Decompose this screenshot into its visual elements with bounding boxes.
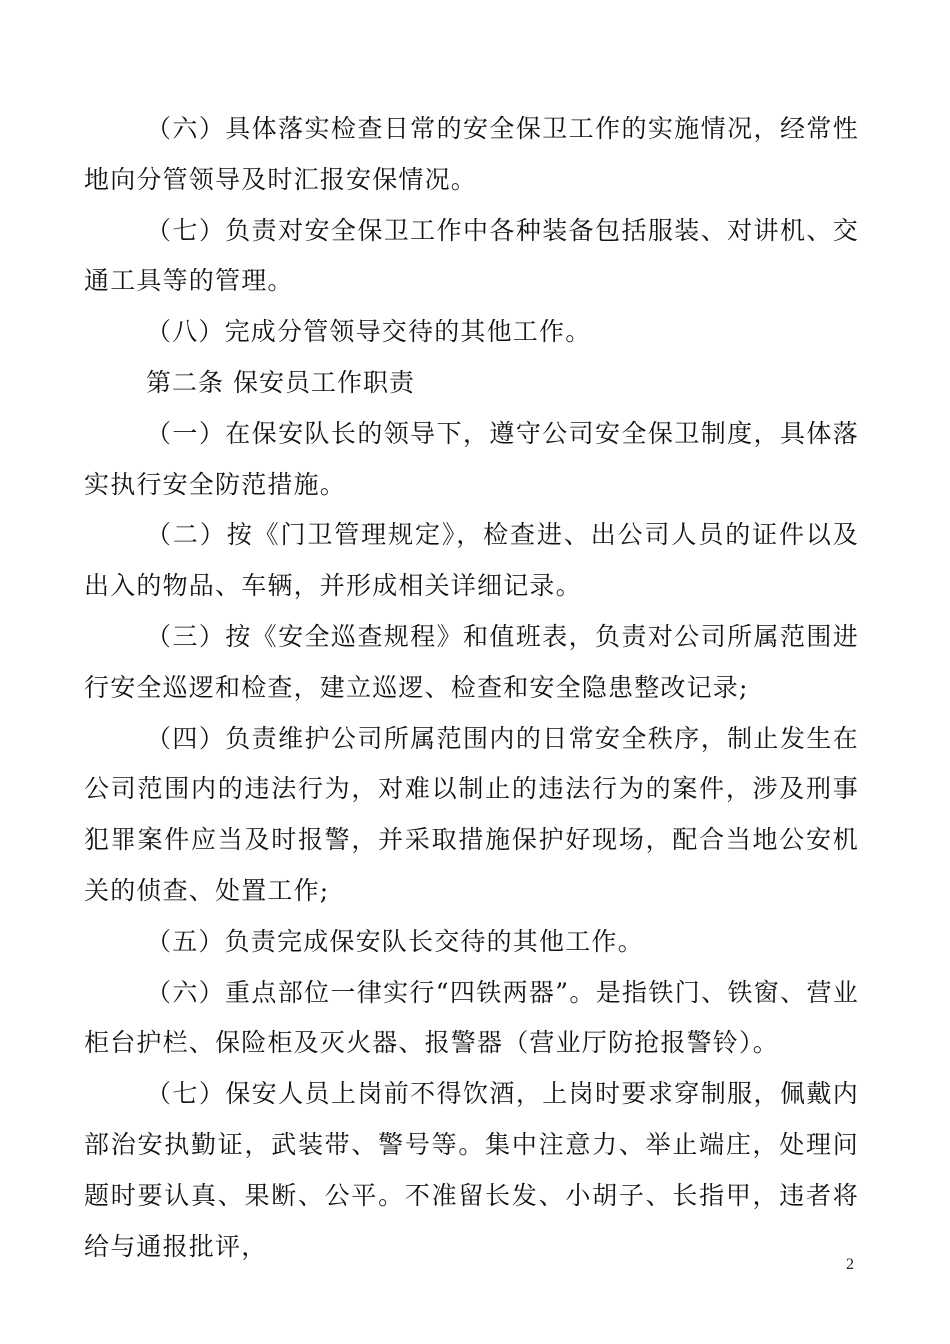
paragraph-guard-item-7: （七）保安人员上岗前不得饮酒，上岗时要求穿制服，佩戴内部治安执勤证，武装带、警号等。集中注意力、举止端庄，处理问题时要认真、果断、公平。不准留长发、小胡子、长指甲，违者将给与通报批评， bbox=[84, 1079, 859, 1261]
paragraph-guard-item-1: （一）在保安队长的领导下，遵守公司安全保卫制度，具体落实执行安全防范措施。 bbox=[84, 418, 859, 499]
paragraph-guard-item-5: （五）负责完成保安队长交待的其他工作。 bbox=[146, 926, 644, 956]
paragraph-guard-item-3: （三）按《安全巡查规程》和值班表，负责对公司所属范围进行安全巡逻和检查，建立巡逻、检查和安全隐患整改记录; bbox=[84, 621, 859, 702]
paragraph-item-6-reporting: （六）具体落实检查日常的安全保卫工作的实施情况，经常性地向分管领导及时汇报安保情况。 bbox=[84, 114, 859, 194]
paragraph-item-7-equipment: （七）负责对安全保卫工作中各种装备包括服装、对讲机、交通工具等的管理。 bbox=[84, 215, 859, 296]
paragraph-guard-item-6: （六）重点部位一律实行“四铁两器”。是指铁门、铁窗、营业柜台护栏、保险柜及灭火器、报警器（营业厅防抢报警铃）。 bbox=[84, 977, 859, 1058]
page-number: 2 bbox=[846, 1256, 854, 1273]
paragraph-guard-item-4: （四）负责维护公司所属范围内的日常安全秩序，制止发生在公司范围内的违法行为，对难以制止的违法行为的案件，涉及刑事犯罪案件应当及时报警，并采取措施保护好现场，配合当地公安机关的侦查、处置工作; bbox=[84, 723, 859, 905]
article-heading: 第二条 保安员工作职责 bbox=[146, 367, 415, 397]
paragraph-guard-item-2: （二）按《门卫管理规定》，检查进、出公司人员的证件以及出入的物品、车辆，并形成相关详细记录。 bbox=[84, 520, 859, 601]
body-text bbox=[84, 104, 859, 1272]
paragraph-item-8-other-work: （八）完成分管领导交待的其他工作。 bbox=[146, 317, 592, 347]
